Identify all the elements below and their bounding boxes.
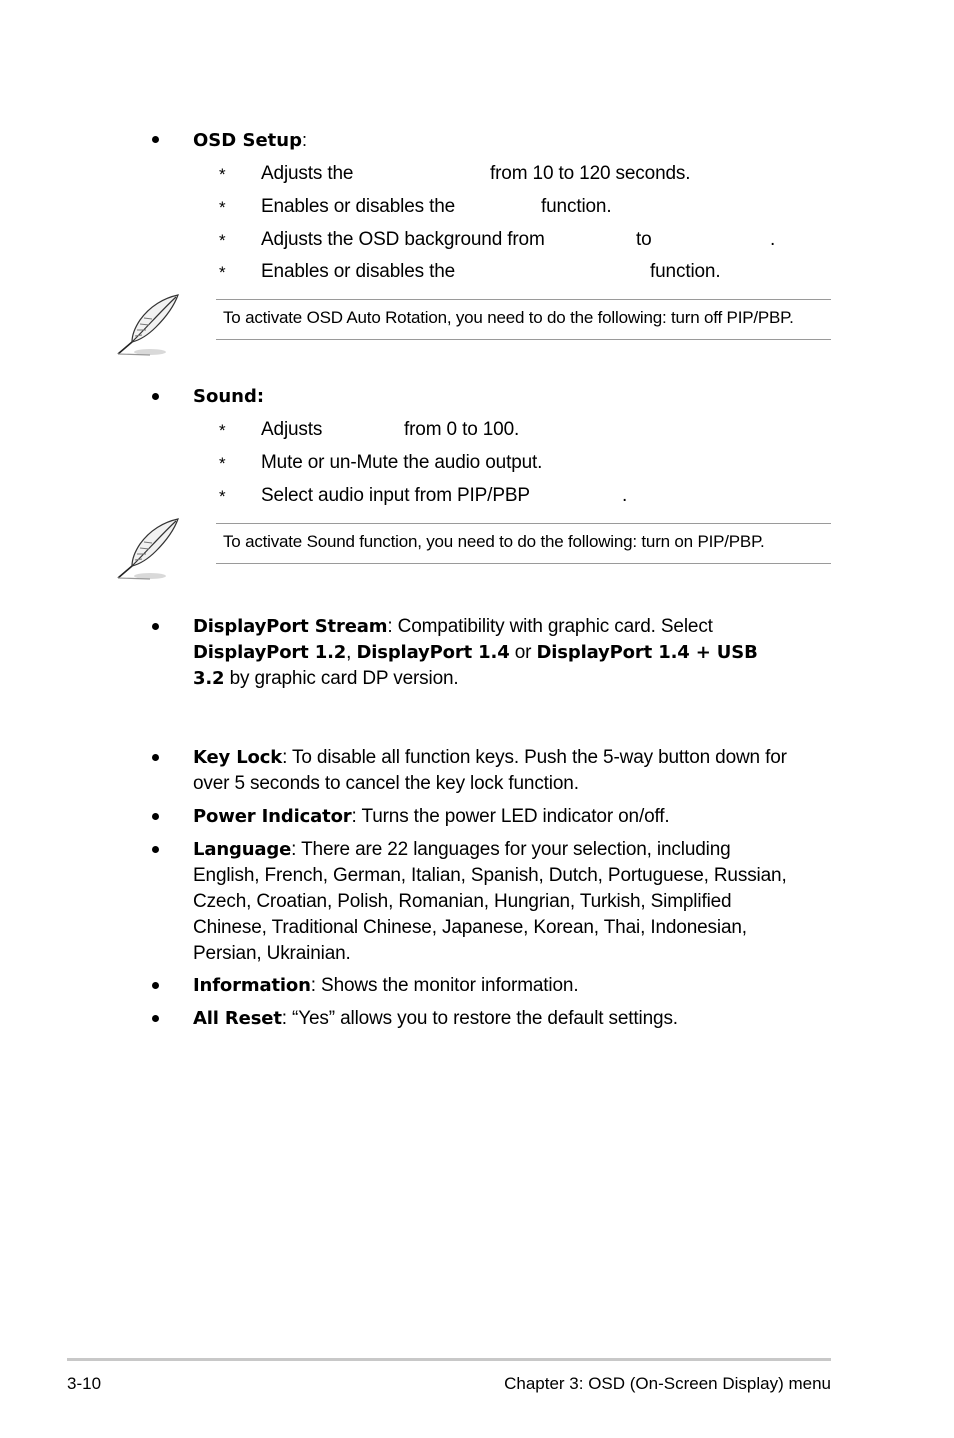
- note-text: To activate Sound function, you need to do the following: turn on PIP/PBP.: [223, 532, 765, 551]
- displayport-line-1: DisplayPort Stream: Compatibility with graphic card. Select: [193, 616, 713, 637]
- key-lock-line-2: over 5 seconds to cancel the key lock function.: [193, 773, 579, 794]
- item-star: *: [219, 198, 226, 217]
- all-reset-line: All Reset: “Yes” allows you to restore the default settings.: [193, 1008, 678, 1029]
- item-star: *: [219, 487, 226, 506]
- language-line-5: Persian, Ukrainian.: [193, 943, 351, 964]
- osd-item-4-text-b: function.: [650, 261, 721, 282]
- sound-item-3-text-a: Select audio input from PIP/PBP: [261, 485, 530, 506]
- language-line-4: Chinese, Traditional Chinese, Japanese, Korean, Thai, Indonesian,: [193, 917, 747, 938]
- osd-item-4-text-a: Enables or disables the: [261, 261, 456, 282]
- osd-item-2-text-b: function.: [541, 196, 612, 217]
- bullet-dot: [152, 813, 159, 820]
- osd-item-2-text-a: Enables or disables the: [261, 196, 456, 217]
- page-number: 3-10: [67, 1374, 102, 1393]
- language-line-3: Czech, Croatian, Polish, Romanian, Hungrian, Turkish, Simplified: [193, 891, 732, 912]
- note-text: To activate OSD Auto Rotation, you need to do the following: turn off PIP/PBP.: [223, 308, 794, 327]
- item-star: *: [219, 263, 226, 282]
- information-heading: Information: [193, 975, 311, 996]
- item-star: *: [219, 165, 226, 184]
- sound-item-1-text-a: Adjusts: [261, 419, 323, 440]
- language-line-2: English, French, German, Italian, Spanish, Dutch, Portuguese, Russian,: [193, 865, 787, 886]
- displayport-line-3: 3.2 by graphic card DP version.: [193, 668, 459, 689]
- language-line-1: Language: There are 22 languages for your selection, including: [193, 839, 731, 860]
- bullet-dot: [152, 623, 159, 630]
- all-reset-heading: All Reset: [193, 1008, 282, 1029]
- osd-item-1-text-b: from 10 to 120 seconds.: [490, 163, 691, 184]
- note-feather-icon: [114, 292, 180, 358]
- osd-setup-heading: OSD Setup:: [193, 130, 307, 151]
- item-star: *: [219, 231, 226, 250]
- bullet-dot: [152, 136, 159, 143]
- note-box: [216, 299, 831, 340]
- item-star: *: [219, 454, 226, 473]
- bullet-dot: [152, 393, 159, 400]
- sound-item-1-text-b: from 0 to 100.: [404, 419, 520, 440]
- power-indicator-heading: Power Indicator: [193, 806, 352, 827]
- sound-item-3-text-b: .: [622, 485, 628, 506]
- language-heading: Language: [193, 839, 292, 860]
- bullet-dot: [152, 846, 159, 853]
- osd-item-3-text-c: .: [770, 229, 776, 250]
- note-box: [216, 523, 831, 564]
- osd-item-3-text-b: to: [636, 229, 652, 250]
- bullet-dot: [152, 1015, 159, 1022]
- displayport-line-2: DisplayPort 1.2, DisplayPort 1.4 or DisplayPort 1.4 + USB: [193, 642, 758, 663]
- information-line: Information: Shows the monitor information.: [193, 975, 579, 996]
- key-lock-heading: Key Lock: [193, 747, 283, 768]
- displayport-heading: DisplayPort Stream: [193, 616, 388, 637]
- bullet-dot: [152, 982, 159, 989]
- bullet-dot: [152, 754, 159, 761]
- item-star: *: [219, 421, 226, 440]
- chapter-title: Chapter 3: OSD (On-Screen Display) menu: [504, 1374, 831, 1393]
- osd-item-3-text-a: Adjusts the OSD background from: [261, 229, 545, 250]
- osd-item-1-text-a: Adjusts the: [261, 163, 354, 184]
- footer-divider: [67, 1358, 831, 1361]
- sound-heading: Sound:: [193, 386, 265, 407]
- sound-item-2-text-a: Mute or un-Mute the audio output.: [261, 452, 543, 473]
- note-feather-icon: [114, 516, 180, 582]
- power-indicator-line: Power Indicator: Turns the power LED indicator on/off.: [193, 806, 670, 827]
- key-lock-line-1: Key Lock: To disable all function keys. Push the 5-way button down for: [193, 747, 787, 768]
